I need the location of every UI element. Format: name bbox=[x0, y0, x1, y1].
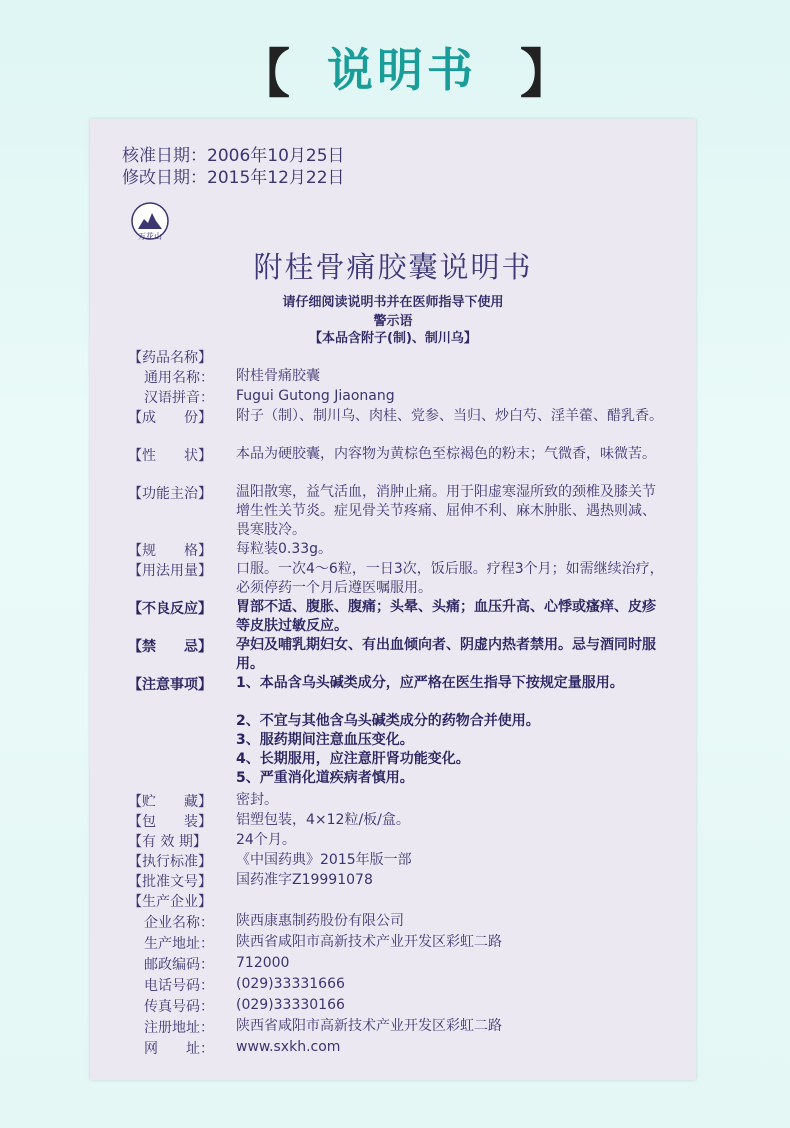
instruction-sheet bbox=[90, 119, 696, 1080]
storage-value: 密封。 bbox=[236, 792, 278, 808]
spec-value: 每粒装0.33g。 bbox=[236, 541, 333, 557]
contraindications-value: 孕妇及哺乳期妇女、有出血倾向者、阴虚内热者禁用。忌与酒同时服用。 bbox=[236, 637, 656, 672]
company-label: 企业名称： bbox=[144, 915, 214, 931]
registered-address-label: 注册地址： bbox=[144, 1020, 214, 1036]
notes-label: 【注意事项】 bbox=[128, 677, 212, 693]
header-title: 说明书 bbox=[327, 43, 477, 97]
phone-label: 电话号码： bbox=[144, 978, 214, 994]
function-label: 【功能主治】 bbox=[128, 486, 212, 502]
brand-logo-text: 万花山 bbox=[138, 232, 162, 241]
package-label: 【包 装】 bbox=[128, 814, 212, 830]
usage-label: 【用法用量】 bbox=[128, 563, 212, 579]
phone-value: (029)33331666 bbox=[236, 976, 345, 992]
spec-label: 【规 格】 bbox=[128, 543, 212, 559]
warning-heading: 警示语 bbox=[373, 314, 413, 329]
document-title: 附桂骨痛胶囊说明书 bbox=[253, 250, 533, 284]
modify-date-label: 修改日期： bbox=[122, 168, 207, 188]
dates-block bbox=[122, 145, 345, 189]
website-value: www.sxkh.com bbox=[236, 1039, 341, 1055]
company-value: 陕西康惠制药股份有限公司 bbox=[236, 913, 404, 929]
warning-text: 【本品含附子(制)、制川乌】 bbox=[309, 331, 477, 346]
read-carefully-note: 请仔细阅读说明书并在医师指导下使用 bbox=[282, 295, 504, 310]
note-item: 2、不宜与其他含乌头碱类成分的药物合并使用。 bbox=[236, 713, 540, 729]
pinyin-value: Fugui Gutong Jiaonang bbox=[236, 388, 395, 404]
validity-value: 24个月。 bbox=[236, 832, 296, 848]
registered-address-value: 陕西省咸阳市高新技术产业开发区彩虹二路 bbox=[236, 1018, 502, 1034]
ingredients-label: 【成 份】 bbox=[128, 410, 212, 426]
postcode-label: 邮政编码： bbox=[144, 957, 214, 973]
website-label: 网 址： bbox=[144, 1041, 214, 1057]
note-item: 1、本品含乌头碱类成分，应严格在医生指导下按规定量服用。 bbox=[236, 675, 624, 691]
appearance-label: 【性 状】 bbox=[128, 448, 212, 464]
validity-label: 【有 效 期】 bbox=[128, 834, 207, 850]
storage-label: 【贮 藏】 bbox=[128, 794, 212, 810]
approve-date-value: 2006年10月25日 bbox=[207, 146, 345, 166]
usage-value: 口服。一次4～6粒，一日3次，饭后服。疗程3个月；如需继续治疗，必须停药一个月后遵医嘱服用。 bbox=[236, 561, 664, 596]
common-name-label: 通用名称： bbox=[144, 370, 214, 386]
note-item: 3、服药期间注意血压变化。 bbox=[236, 732, 414, 748]
page-header bbox=[0, 30, 790, 105]
address-label: 生产地址： bbox=[144, 936, 214, 952]
note-item: 4、长期服用，应注意肝肾功能变化。 bbox=[236, 751, 470, 767]
right-bracket: 】 bbox=[520, 44, 573, 105]
left-bracket: 【 bbox=[238, 44, 291, 105]
postcode-value: 712000 bbox=[236, 955, 290, 971]
appearance-value: 本品为硬胶囊，内容物为黄棕色至棕褐色的粉末；气微香，味微苦。 bbox=[236, 446, 656, 462]
fax-label: 传真号码： bbox=[144, 999, 214, 1015]
drug-name-heading: 【药品名称】 bbox=[128, 350, 212, 366]
package-value: 铝塑包装，4×12粒/板/盒。 bbox=[236, 812, 410, 828]
pinyin-label: 汉语拼音： bbox=[144, 390, 214, 406]
standard-label: 【执行标准】 bbox=[128, 854, 212, 870]
contraindications-label: 【禁 忌】 bbox=[128, 639, 212, 655]
standard-value: 《中国药典》2015年版一部 bbox=[236, 852, 412, 868]
address-value: 陕西省咸阳市高新技术产业开发区彩虹二路 bbox=[236, 934, 502, 950]
approval-value: 国药准字Z19991078 bbox=[236, 872, 373, 888]
common-name-value: 附桂骨痛胶囊 bbox=[236, 368, 320, 384]
fax-value: (029)33330166 bbox=[236, 997, 345, 1013]
modify-date-value: 2015年12月22日 bbox=[207, 168, 345, 188]
function-value: 温阳散寒，益气活血，消肿止痛。用于阳虚寒湿所致的颈椎及膝关节增生性关节炎。症见骨关节疼痛、屈伸不利、麻木肿胀、遇热则减、畏寒肢冷。 bbox=[236, 484, 656, 538]
adverse-value: 胃部不适、腹胀、腹痛；头晕、头痛；血压升高、心悸或瘙痒、皮疹等皮肤过敏反应。 bbox=[236, 599, 656, 634]
approval-label: 【批准文号】 bbox=[128, 874, 212, 890]
note-item: 5、严重消化道疾病者慎用。 bbox=[236, 770, 414, 786]
approve-date-label: 核准日期： bbox=[122, 146, 207, 166]
maker-heading: 【生产企业】 bbox=[128, 894, 212, 910]
adverse-label: 【不良反应】 bbox=[128, 601, 212, 617]
ingredients-value: 附子（制）、制川乌、肉桂、党参、当归、炒白芍、淫羊藿、醋乳香。 bbox=[236, 408, 663, 424]
